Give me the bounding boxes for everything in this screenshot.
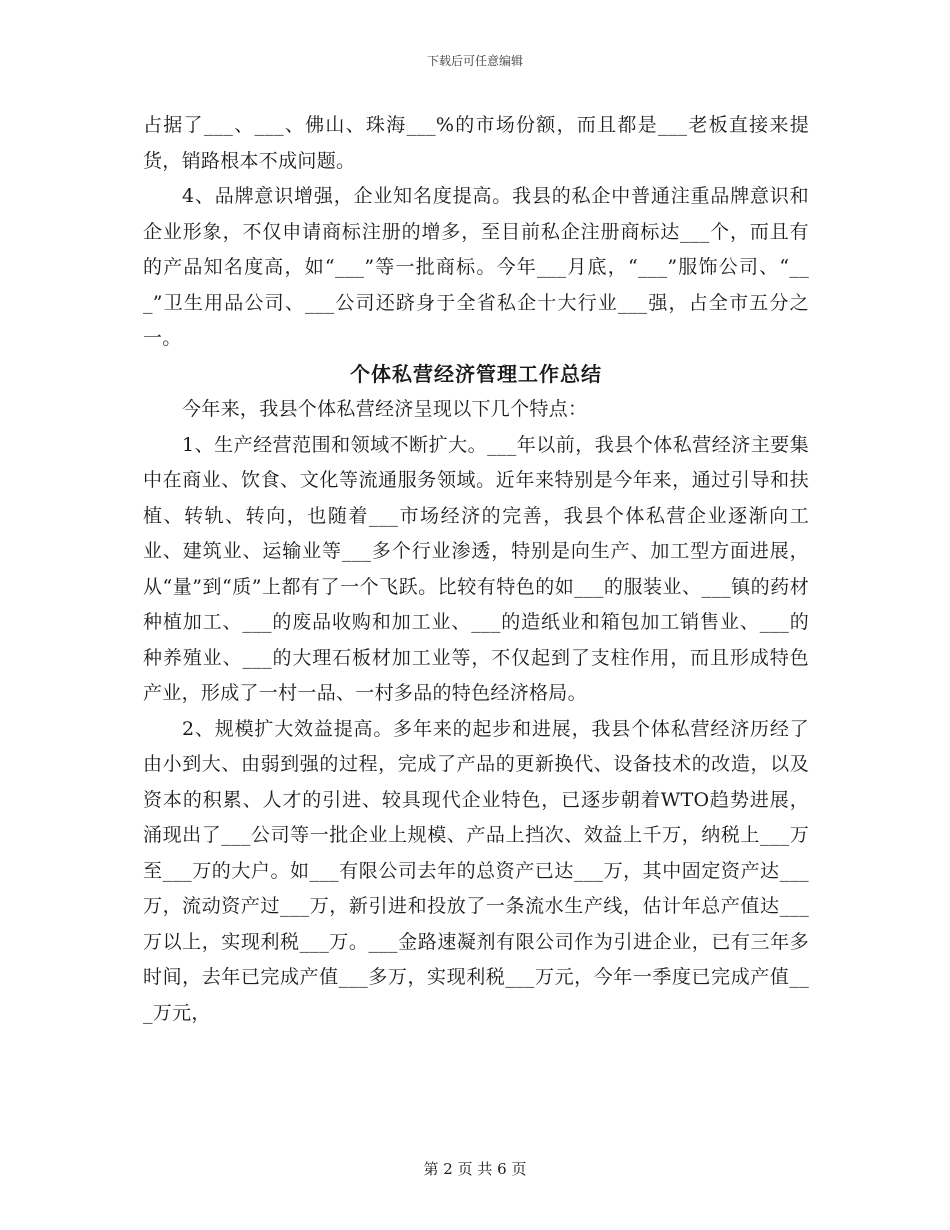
paragraph-scope-expansion: 1、生产经营范围和领域不断扩大。___年以前，我县个体私营经济主要集中在商业、饮食、文化等流通服务领域。近年来特别是今年来，通过引导和扶植、转轨、转向，也随着___市场经济的完善，我县个体私营企业逐渐向工业、建筑业、运输业等___多个行业渗透，特别是向生产、加工型方面进展，从“量”到“质”上都有了一个飞跃。比较有特色的如___的服装业、___镇的药材种植加工、___的废品收购和加工业、___的造纸业和箱包加工销售业、___的种养殖业、___的大理石板材加工业等，不仅起到了支柱作用，而且形成特色产业，形成了一村一品、一村多品的特色经济格局。 — [143, 433, 809, 704]
paragraph-continuation: 占据了___、___、佛山、珠海___%的市场份额，而且都是___老板直接来提货，销路根本不成问题。 — [143, 114, 809, 172]
paragraph-scale-efficiency: 2、规模扩大效益提高。多年来的起步和进展，我县个体私营经济历经了由小到大、由弱到强的过程，完成了产品的更新换代、设备技术的改造，以及资本的积累、人才的引进、较具现代企业特色，已逐步朝着WTO趋势进展，涌现出了___公司等一批企业上规模、产品上挡次、效益上千万，纳税上___万至___万的大户。如___有限公司去年的总资产已达___万，其中固定资产达___万，流动资产过___万，新引进和投放了一条流水生产线，估计年总产值达___万以上，实现利税___万。___金路速凝剂有限公司作为引进企业，已有三年多时间，去年已完成产值___多万，实现利税___万元，今年一季度已完成产值___万元， — [143, 717, 809, 1024]
paragraph-intro: 今年来，我县个体私营经济呈现以下几个特点： — [182, 398, 588, 420]
document-body — [143, 108, 809, 1031]
page-number: 第 2 页 共 6 页 — [423, 1160, 527, 1178]
page-header-note: 下载后可任意编辑 — [426, 54, 523, 68]
paragraph-brand-awareness: 4、品牌意识增强，企业知名度提高。我县的私企中普通注重品牌意识和企业形象，不仅申请商标注册的增多，至目前私企注册商标达___个，而且有的产品知名度高，如“___”等一批商标。今年___月底，“___”服饰公司、“___”卫生用品公司、___公司还跻身于全省私企十大行业___强，占全市五分之一。 — [143, 185, 809, 349]
section-title: 个体私营经济管理工作总结 — [350, 361, 602, 386]
